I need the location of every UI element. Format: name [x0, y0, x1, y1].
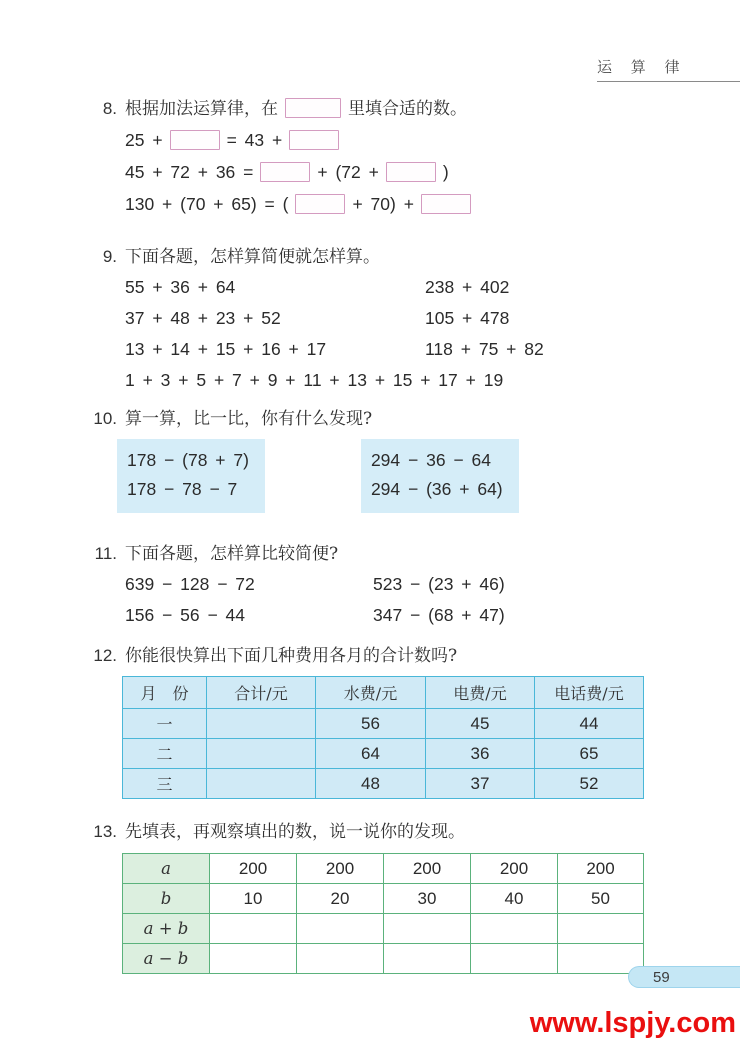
- table-row: [123, 739, 644, 769]
- page-number-badge: [628, 966, 740, 988]
- table-row: [123, 709, 644, 739]
- question-9-prompt: 下面各题，怎样算简便就怎样算。: [125, 247, 380, 267]
- table-cell: 10: [210, 884, 297, 914]
- table-cell: 200: [297, 854, 384, 884]
- table-row: [123, 914, 644, 944]
- equation-row: [125, 334, 740, 365]
- fill-box: [295, 194, 345, 214]
- question-9-number: 9.: [102, 247, 117, 266]
- equation-text: 118 + 75 + 82: [425, 339, 544, 359]
- table-cell: [207, 709, 316, 739]
- table-cell: 65: [535, 739, 644, 769]
- question-11: [0, 539, 740, 631]
- equation-text: 130 + (70 + 65) = (: [125, 194, 289, 214]
- table-cell: [384, 914, 471, 944]
- equation-text: 37 + 48 + 23 + 52: [125, 308, 281, 328]
- equation-text: + 70) +: [352, 194, 414, 214]
- row-label: b: [123, 884, 210, 914]
- equation-line: [125, 188, 740, 220]
- table-cell: 37: [426, 769, 535, 799]
- table-header-row: [123, 677, 644, 709]
- equation-text: + (72 +: [317, 162, 379, 182]
- equation-row: [125, 569, 740, 600]
- table-cell: [207, 739, 316, 769]
- table-cell: [297, 914, 384, 944]
- table-cell: 44: [535, 709, 644, 739]
- question-8-prompt: [125, 94, 467, 124]
- table-cell: [207, 769, 316, 799]
- chapter-title: 运 算 律: [597, 58, 687, 76]
- question-10-prompt: 算一算，比一比，你有什么发现?: [125, 409, 373, 429]
- equation-text: 294 − (36 + 64): [370, 479, 503, 499]
- watermark-url: www.lspjy.com: [529, 1007, 736, 1039]
- table-cell: [471, 944, 558, 974]
- fill-box: [285, 98, 341, 118]
- table-cell: 40: [471, 884, 558, 914]
- equation-text: 105 + 478: [425, 308, 510, 328]
- chapter-header: [597, 56, 740, 82]
- equation-text: 55 + 36 + 64: [125, 277, 236, 297]
- highlight-row: [117, 439, 740, 513]
- question-13-number: 13.: [93, 822, 117, 841]
- question-10: [0, 404, 740, 513]
- table-cell: 200: [384, 854, 471, 884]
- fill-box: [260, 162, 310, 182]
- question-13-prompt: 先填表，再观察填出的数，说一说你的发现。: [125, 822, 465, 842]
- table-row: [123, 944, 644, 974]
- fill-box: [170, 130, 220, 150]
- table-cell: [471, 914, 558, 944]
- expense-table: [122, 676, 644, 799]
- table-cell: 一: [123, 709, 207, 739]
- equation-text: ): [442, 162, 449, 182]
- fill-table: [122, 853, 644, 974]
- table-cell: 三: [123, 769, 207, 799]
- question-12: [0, 641, 740, 799]
- equation-text: 639 − 128 − 72: [125, 574, 255, 594]
- equation-line: 1 + 3 + 5 + 7 + 9 + 11 + 13 + 15 + 17 + 19: [125, 370, 504, 390]
- question-9: [0, 242, 740, 396]
- row-label: a: [123, 854, 210, 884]
- column-header: 电话费/元: [535, 677, 644, 709]
- column-header: 水费/元: [316, 677, 426, 709]
- table-cell: [210, 914, 297, 944]
- equation-line: [125, 124, 740, 156]
- equation-row: [125, 600, 740, 631]
- page-content: [0, 94, 740, 974]
- table-row: [123, 884, 644, 914]
- question-8-prompt-before: 根据加法运算律，在: [125, 99, 278, 119]
- table-cell: 200: [210, 854, 297, 884]
- table-cell: [210, 944, 297, 974]
- highlight-block-right: [361, 439, 519, 513]
- table-cell: 200: [471, 854, 558, 884]
- table-cell: 20: [297, 884, 384, 914]
- column-header: 月 份: [123, 677, 207, 709]
- question-8: [0, 94, 740, 220]
- column-header: 电费/元: [426, 677, 535, 709]
- equation-text: 45 + 72 + 36 =: [125, 162, 254, 182]
- equation-text: 178 − 78 − 7: [127, 479, 238, 499]
- question-10-number: 10.: [93, 409, 117, 428]
- table-cell: 56: [316, 709, 426, 739]
- table-cell: 50: [558, 884, 644, 914]
- table-cell: 200: [558, 854, 644, 884]
- row-label: a + b: [123, 914, 210, 944]
- highlight-block-left: [117, 439, 265, 513]
- table-cell: 二: [123, 739, 207, 769]
- question-8-prompt-after: 里填合适的数。: [348, 99, 467, 119]
- equation-line: [125, 156, 740, 188]
- fill-box: [386, 162, 436, 182]
- equation-text: 238 + 402: [425, 277, 510, 297]
- table-cell: 45: [426, 709, 535, 739]
- row-label: a − b: [123, 944, 210, 974]
- equation-text: 178 − (78 + 7): [127, 450, 249, 470]
- equation-text: 523 − (23 + 46): [373, 574, 505, 594]
- question-8-number: 8.: [102, 99, 117, 118]
- equation-text: 13 + 14 + 15 + 16 + 17: [125, 339, 327, 359]
- equation-text: = 43 +: [226, 130, 283, 150]
- fill-box: [421, 194, 471, 214]
- equation-row: [125, 272, 740, 303]
- table-cell: 64: [316, 739, 426, 769]
- equation-text: 294 − 36 − 64: [370, 450, 491, 470]
- table-cell: [384, 944, 471, 974]
- fill-box: [289, 130, 339, 150]
- table-cell: 36: [426, 739, 535, 769]
- table-cell: [558, 914, 644, 944]
- equation-text: 156 − 56 − 44: [125, 605, 246, 625]
- question-11-number: 11.: [94, 544, 117, 563]
- question-13: [0, 817, 740, 974]
- question-11-prompt: 下面各题，怎样算比较简便?: [125, 544, 339, 564]
- equation-row: [125, 303, 740, 334]
- question-12-number: 12.: [93, 646, 117, 665]
- equation-text: 347 − (68 + 47): [373, 605, 505, 625]
- table-cell: 30: [384, 884, 471, 914]
- question-12-prompt: 你能很快算出下面几种费用各月的合计数吗?: [125, 646, 458, 666]
- page-number: 59: [653, 968, 670, 986]
- table-cell: [297, 944, 384, 974]
- table-cell: 48: [316, 769, 426, 799]
- column-header: 合计/元: [207, 677, 316, 709]
- equation-text: 25 +: [125, 130, 163, 150]
- table-row: [123, 854, 644, 884]
- table-cell: 52: [535, 769, 644, 799]
- table-row: [123, 769, 644, 799]
